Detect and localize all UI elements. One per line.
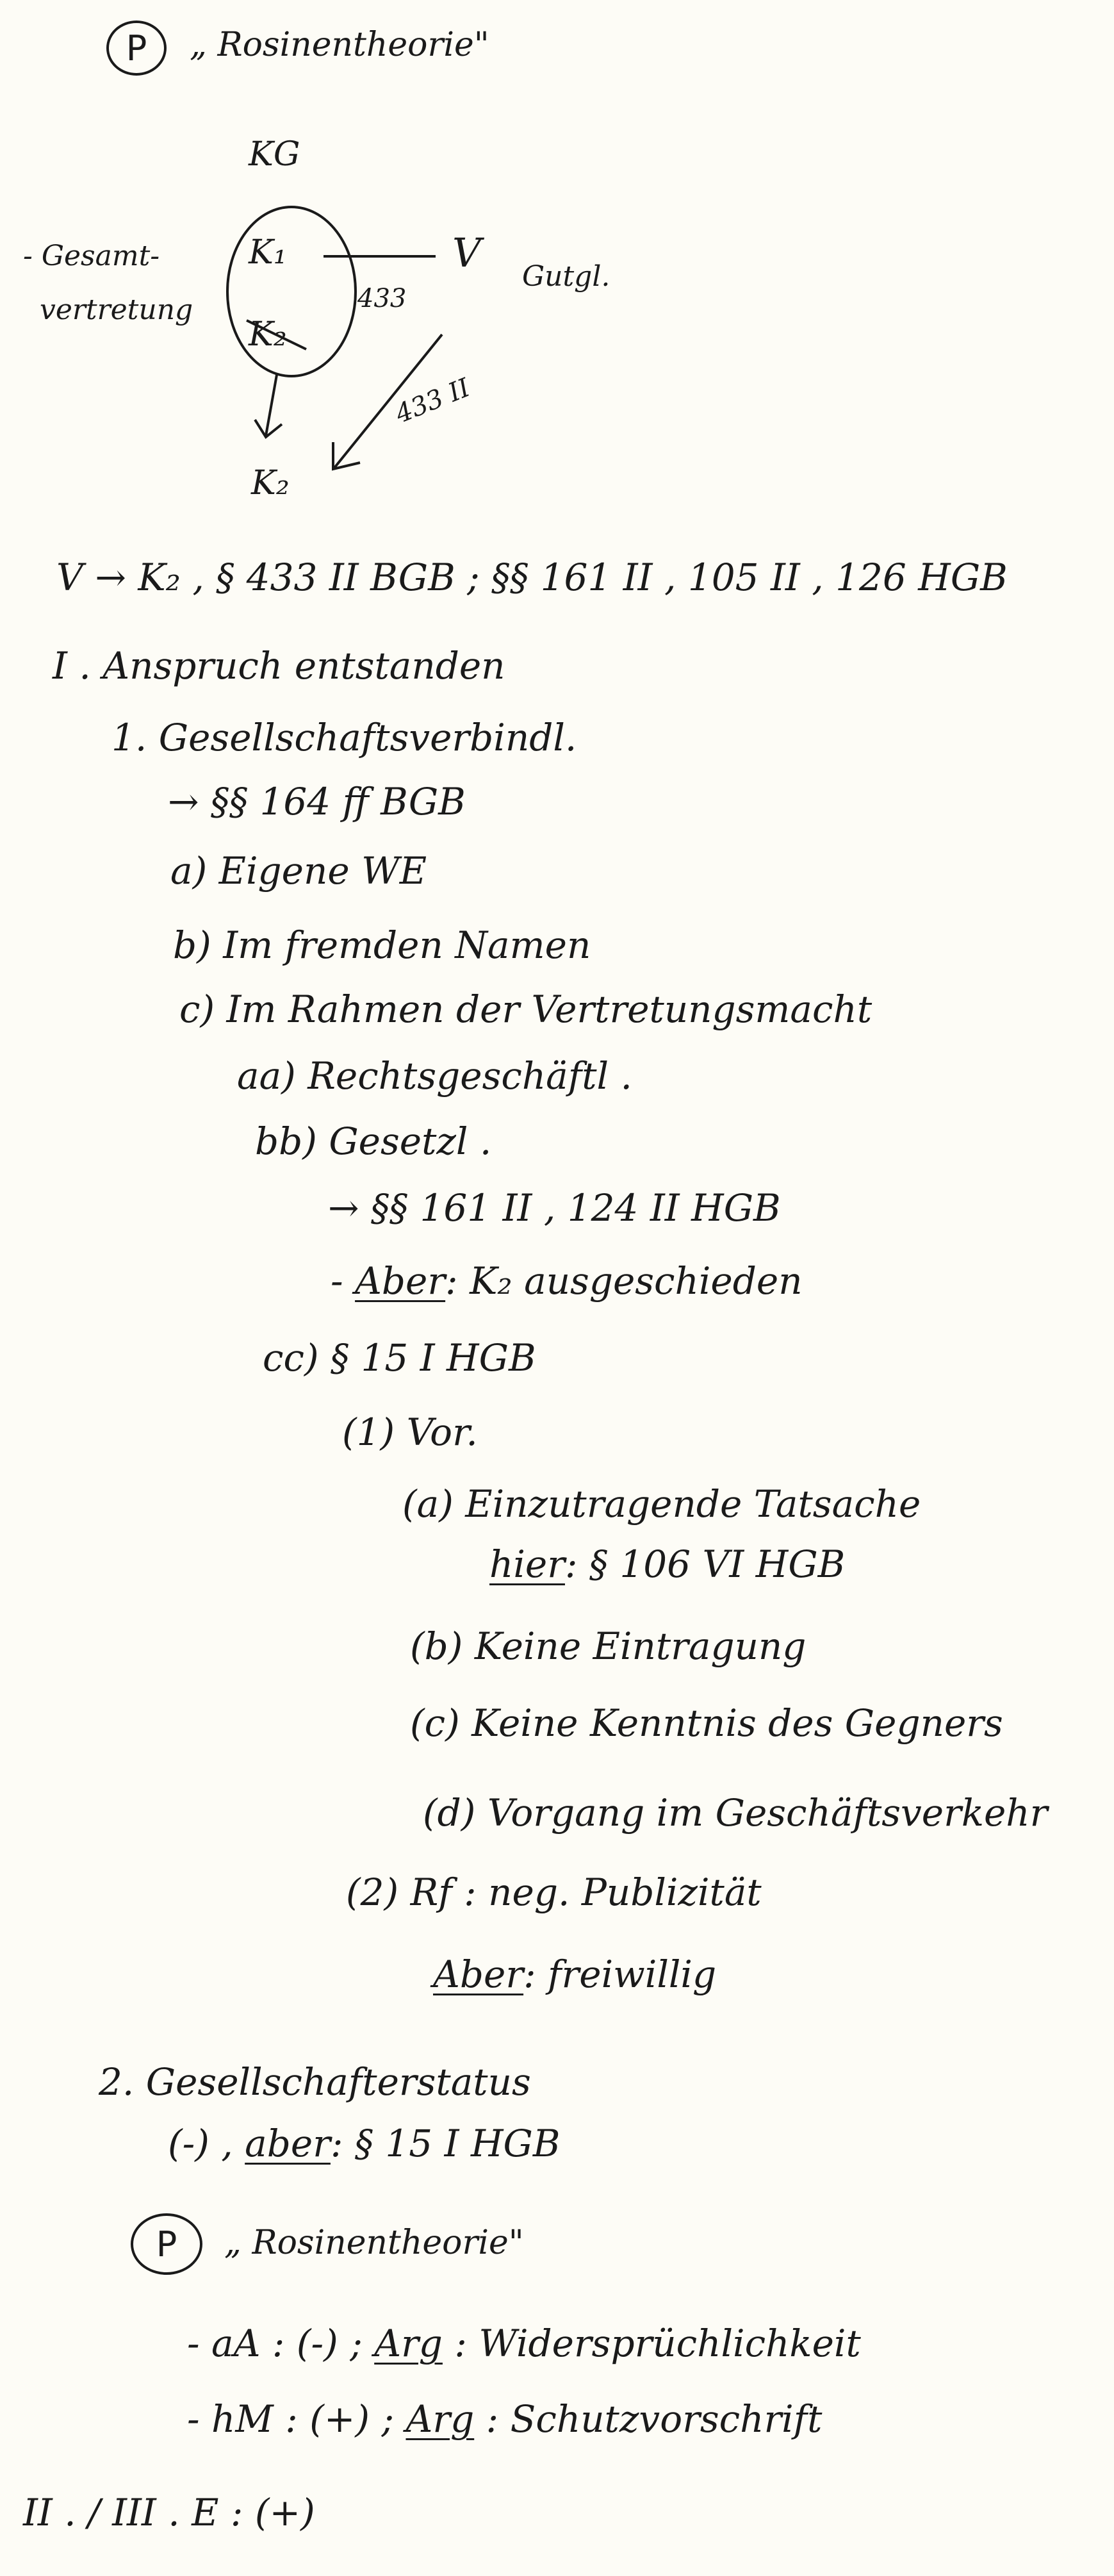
item-1-reference: → §§ 164 ff BGB bbox=[168, 780, 466, 823]
kg-label: KG bbox=[249, 135, 300, 174]
hm-opinion-line bbox=[187, 2397, 823, 2441]
v-label: V bbox=[452, 229, 481, 276]
point-cc-1b: (b) Keine Eintragung bbox=[410, 1624, 807, 1668]
cc2-aber-word: Aber bbox=[433, 1953, 524, 1996]
item-2-rest: : § 15 I HGB bbox=[330, 2122, 561, 2165]
point-cc-1a-hier-line bbox=[489, 1542, 846, 1586]
hm-arg-word: Arg bbox=[405, 2397, 475, 2441]
point-cc: cc) § 15 I HGB bbox=[263, 1336, 536, 1380]
point-aa: aa) Rechtsgeschäftl . bbox=[237, 1054, 632, 1098]
cc2-aber-rest: : freiwillig bbox=[523, 1953, 717, 1996]
p2-badge-circle bbox=[131, 2213, 202, 2275]
point-cc-2: (2) Rf : neg. Publizität bbox=[346, 1870, 762, 1914]
item-2-heading: 2. Gesellschafterstatus bbox=[99, 2060, 531, 2104]
point-bb-reference: → §§ 161 II , 124 II HGB bbox=[328, 1186, 781, 1230]
point-bb: bb) Gesetzl . bbox=[255, 1119, 492, 1163]
point-b: b) Im fremden Namen bbox=[173, 923, 591, 967]
point-cc-1: (1) Vor. bbox=[342, 1410, 478, 1454]
p2-title: „ Rosinentheorie" bbox=[224, 2224, 524, 2262]
arrow1-label: 433 bbox=[357, 284, 407, 313]
item-2-line bbox=[168, 2122, 561, 2165]
item-2-prefix: (-) , bbox=[168, 2122, 245, 2165]
section-ii-iii-result: II . / III . E : (+) bbox=[23, 2491, 315, 2534]
arrow2-label: 433 II bbox=[391, 373, 474, 429]
point-cc-2-aber-line bbox=[433, 1953, 717, 1996]
bb-aber-word: Aber bbox=[355, 1259, 446, 1303]
side-note-line1: - Gesamt- bbox=[23, 240, 160, 272]
k1-label: K₁ bbox=[249, 233, 287, 272]
point-c: c) Im Rahmen der Vertretungsmacht bbox=[179, 987, 872, 1031]
point-cc-1a: (a) Einzutragende Tatsache bbox=[402, 1482, 921, 1526]
k2-struck-label: K₂ bbox=[249, 315, 287, 354]
p-badge-letter: P bbox=[126, 28, 147, 69]
side-note-line2: vertretung bbox=[40, 293, 193, 326]
k2-label: K₂ bbox=[251, 464, 290, 502]
aa-arg-word: Arg bbox=[374, 2322, 443, 2365]
point-a: a) Eigene WE bbox=[170, 849, 427, 893]
item-2-aber-word: aber bbox=[245, 2122, 331, 2165]
gutgl-label: Gutgl. bbox=[522, 260, 610, 293]
point-cc-1d: (d) Vorgang im Geschäftsverkehr bbox=[423, 1791, 1048, 1835]
aa-prefix: - aA : (-) ; bbox=[187, 2322, 375, 2365]
page-title: „ Rosinentheorie" bbox=[190, 26, 489, 64]
hm-prefix: - hM : (+) ; bbox=[187, 2397, 406, 2441]
point-bb-aber-line bbox=[331, 1259, 803, 1303]
item-1-heading: 1. Gesellschaftsverbindl. bbox=[111, 716, 577, 759]
section-i-heading: I . Anspruch entstanden bbox=[53, 644, 505, 688]
bb-aber-rest: : K₂ ausgeschieden bbox=[445, 1259, 803, 1303]
point-cc-1c: (c) Keine Kenntnis des Gegners bbox=[410, 1701, 1003, 1745]
aa-rest: : Widersprüchlichkeit bbox=[442, 2322, 861, 2365]
k2-arrow bbox=[255, 375, 282, 437]
bb-aber-prefix: - bbox=[331, 1259, 356, 1303]
kg-ellipse bbox=[227, 207, 356, 376]
p2-badge-letter: P bbox=[156, 2224, 177, 2265]
hier-rest: : § 106 VI HGB bbox=[564, 1542, 846, 1586]
hm-rest: : Schutzvorschrift bbox=[474, 2397, 823, 2441]
aa-opinion-line bbox=[187, 2322, 861, 2365]
claim-line: V → K₂ , § 433 II BGB ; §§ 161 II , 105 II , 126 HGB bbox=[56, 556, 1008, 599]
hier-word: hier bbox=[489, 1542, 565, 1586]
